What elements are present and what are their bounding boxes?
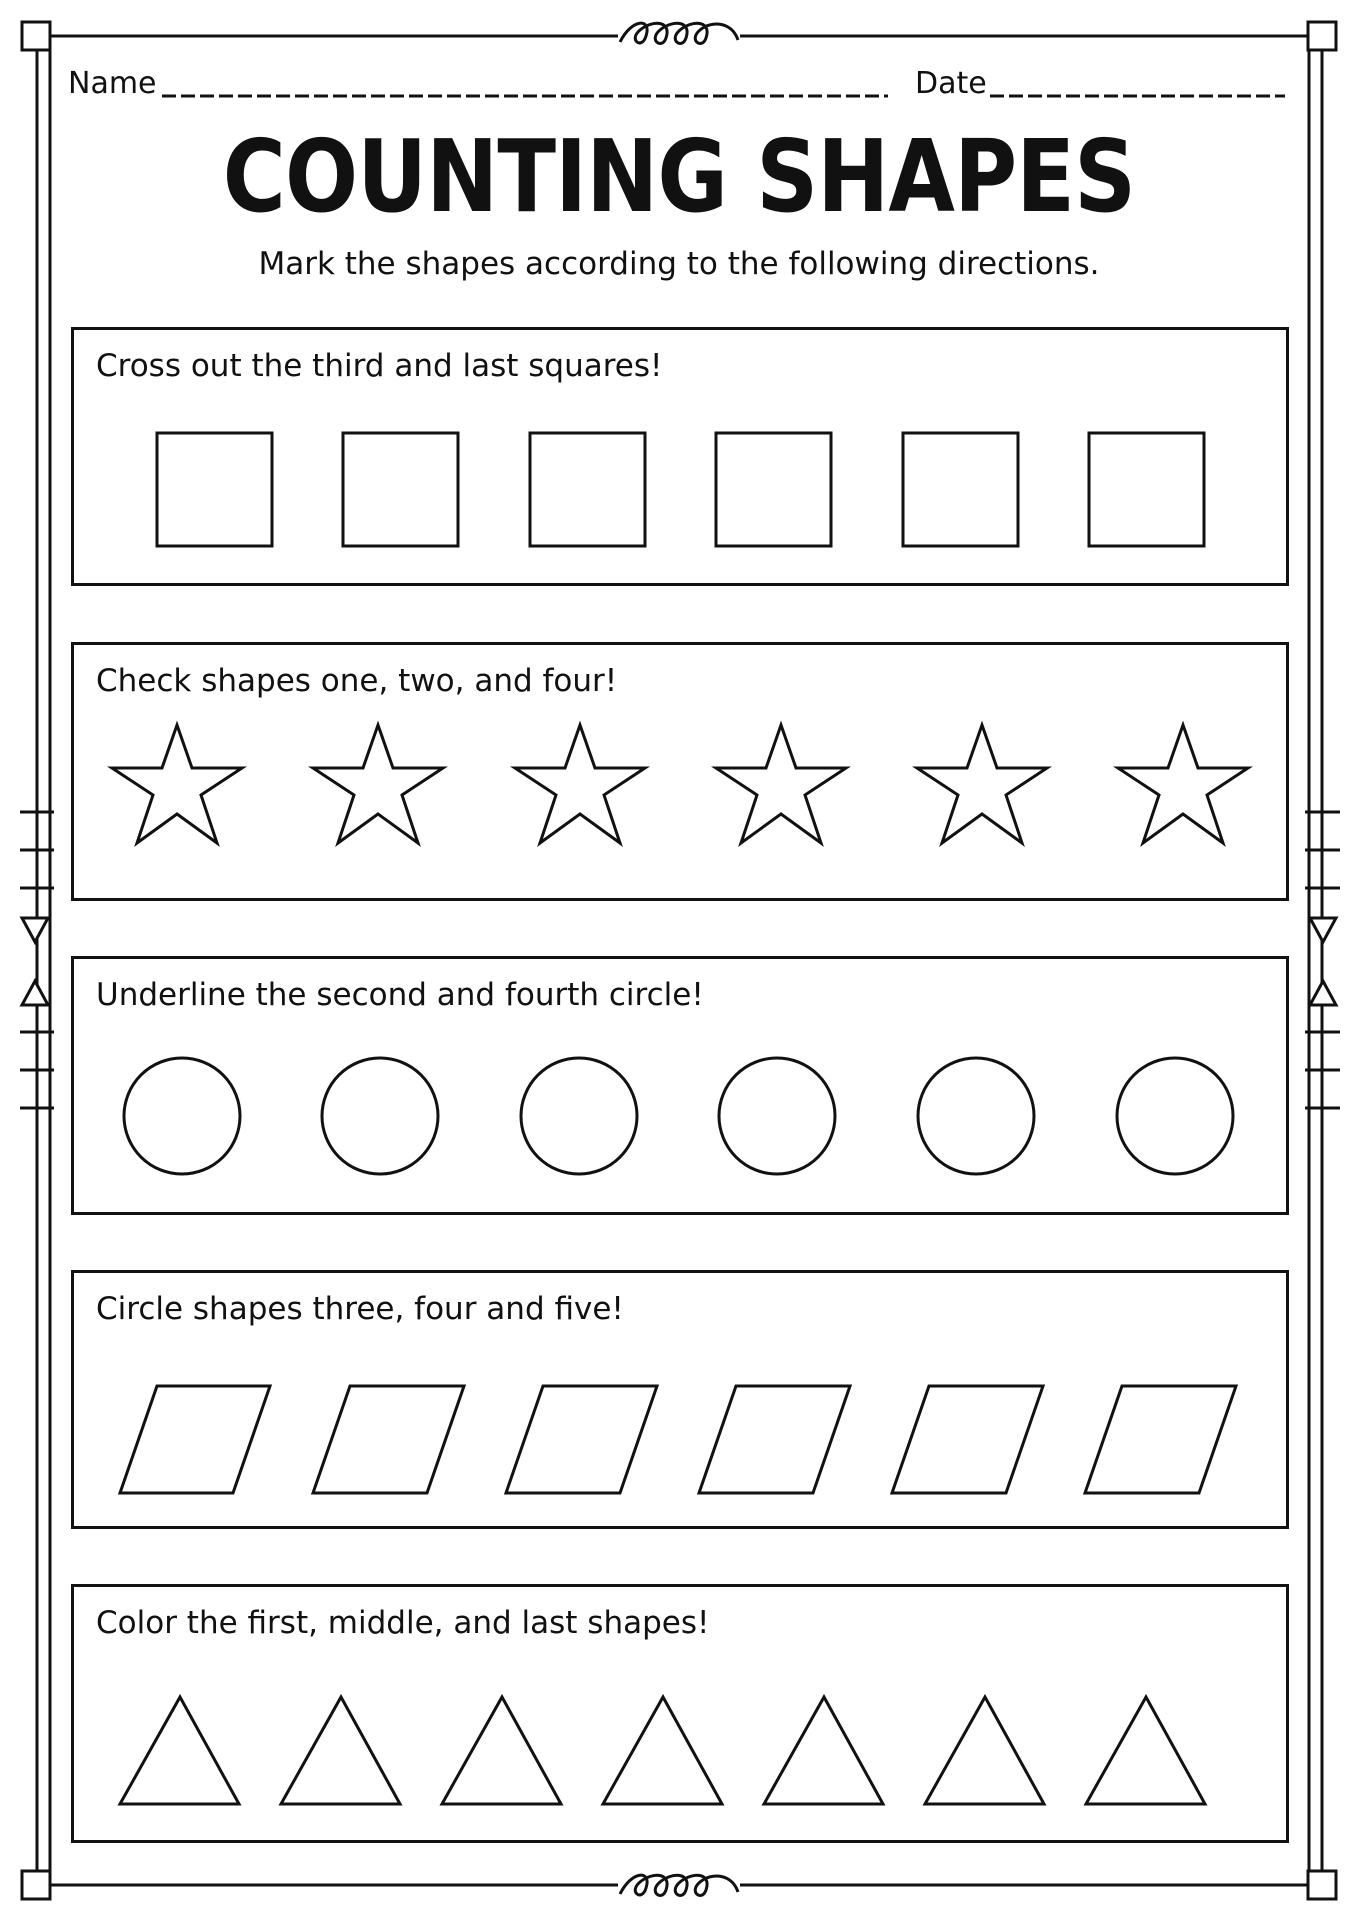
- top-loop-ornament: [618, 23, 740, 46]
- triangles-row: [74, 1587, 1286, 1840]
- circle-shape[interactable]: [521, 1058, 637, 1174]
- parallelogram-shape[interactable]: [120, 1386, 270, 1493]
- parallelogram-shape[interactable]: [699, 1386, 850, 1493]
- section-triangles: [71, 1584, 1289, 1843]
- triangle-shape[interactable]: [281, 1697, 400, 1804]
- parallelogram-shape[interactable]: [313, 1386, 464, 1493]
- section-circles: [71, 956, 1289, 1215]
- star-shape[interactable]: [1118, 725, 1248, 843]
- name-label: Name: [68, 66, 157, 101]
- circle-shape[interactable]: [918, 1058, 1034, 1174]
- corner-square-tl: [22, 22, 50, 50]
- circles-row: [74, 959, 1286, 1212]
- section-instruction: Underline the second and fourth circle!: [96, 977, 704, 1013]
- corner-square-bl: [22, 1871, 50, 1899]
- section-stars: [71, 642, 1289, 901]
- stars-row: [74, 645, 1286, 898]
- star-shape[interactable]: [917, 725, 1047, 843]
- page-title: COUNTING SHAPES: [222, 118, 1136, 235]
- page-subtitle: Mark the shapes according to the following directions.: [258, 246, 1100, 282]
- star-shape[interactable]: [515, 725, 645, 843]
- bottom-loop-ornament: [618, 1874, 740, 1896]
- date-label: Date: [915, 66, 987, 101]
- square-shape[interactable]: [1089, 433, 1204, 546]
- parallelogram-shape[interactable]: [1085, 1386, 1236, 1493]
- parallelograms-row: [74, 1273, 1286, 1526]
- star-shape[interactable]: [716, 725, 846, 843]
- corner-square-tr: [1308, 22, 1336, 50]
- parallelogram-shape[interactable]: [506, 1386, 657, 1493]
- square-shape[interactable]: [716, 433, 831, 546]
- squares-row: [74, 330, 1286, 583]
- star-shape[interactable]: [313, 725, 443, 843]
- triangle-shape[interactable]: [120, 1697, 239, 1804]
- square-shape[interactable]: [903, 433, 1018, 546]
- section-instruction: Color the first, middle, and last shapes!: [96, 1605, 710, 1641]
- triangle-shape[interactable]: [442, 1697, 561, 1804]
- parallelogram-shape[interactable]: [892, 1386, 1043, 1493]
- section-instruction: Cross out the third and last squares!: [96, 348, 663, 384]
- triangle-shape[interactable]: [1086, 1697, 1205, 1804]
- circle-shape[interactable]: [719, 1058, 835, 1174]
- section-parallelograms: [71, 1270, 1289, 1529]
- section-instruction: Circle shapes three, four and five!: [96, 1291, 624, 1327]
- circle-shape[interactable]: [124, 1058, 240, 1174]
- triangle-shape[interactable]: [764, 1697, 883, 1804]
- circle-shape[interactable]: [1117, 1058, 1233, 1174]
- star-shape[interactable]: [112, 725, 242, 843]
- triangle-shape[interactable]: [925, 1697, 1044, 1804]
- circle-shape[interactable]: [322, 1058, 438, 1174]
- corner-square-br: [1308, 1871, 1336, 1899]
- square-shape[interactable]: [343, 433, 458, 546]
- section-squares: [71, 327, 1289, 586]
- square-shape[interactable]: [530, 433, 645, 546]
- section-instruction: Check shapes one, two, and four!: [96, 663, 618, 699]
- square-shape[interactable]: [157, 433, 272, 546]
- triangle-shape[interactable]: [603, 1697, 722, 1804]
